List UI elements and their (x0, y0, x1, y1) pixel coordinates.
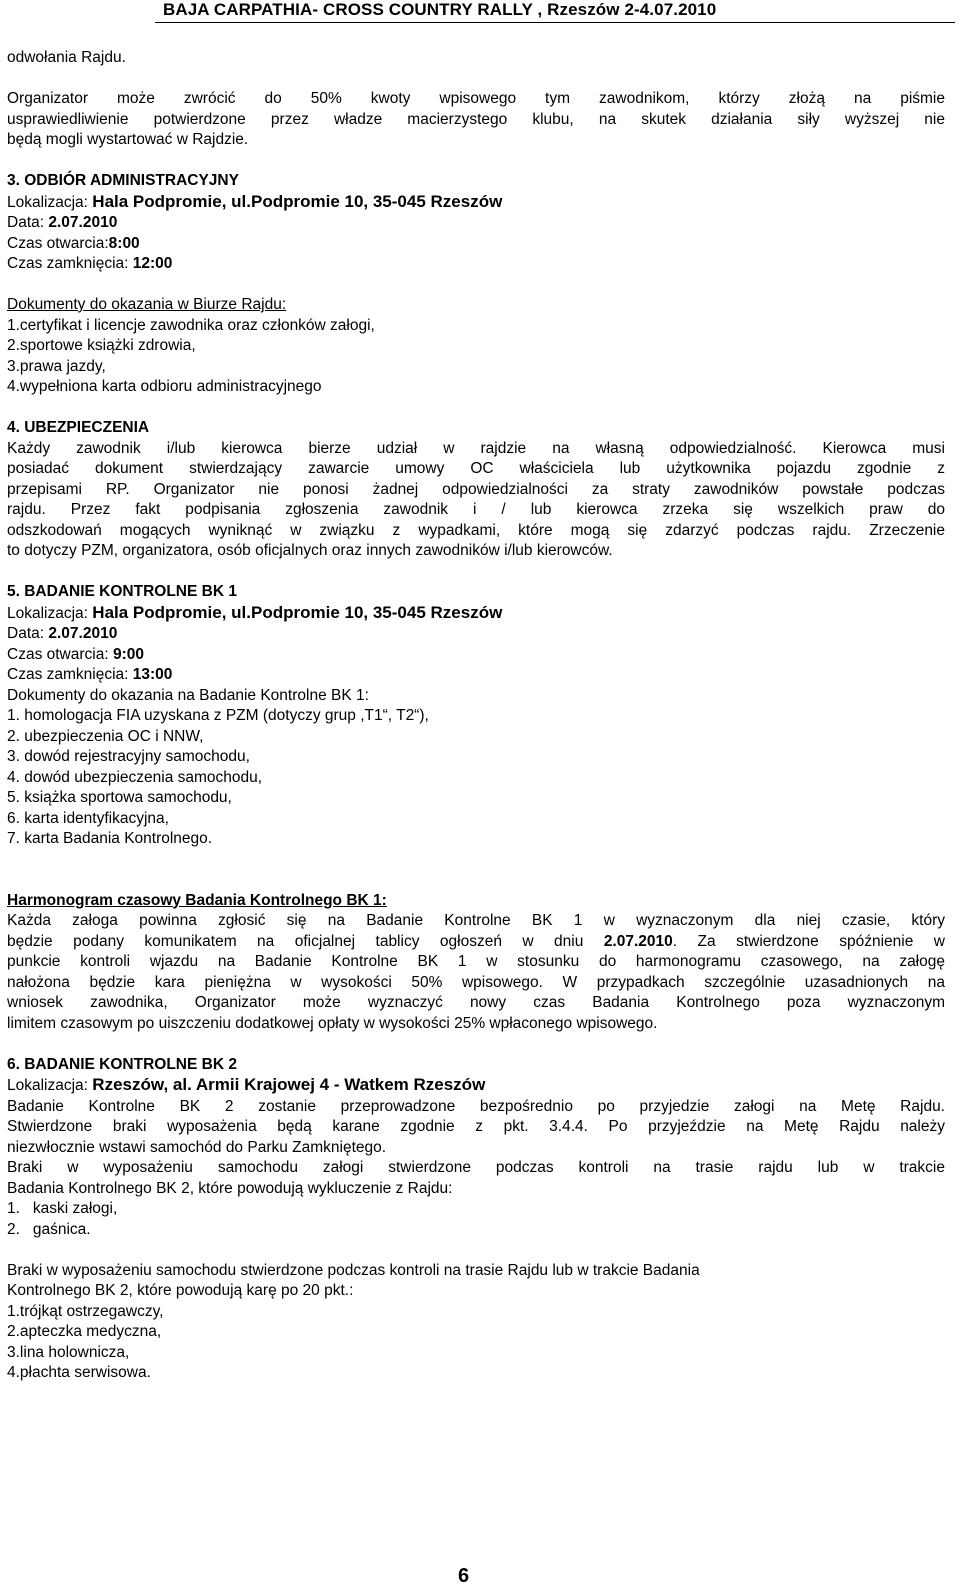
section-5-location: Lokalizacja: Hala Podpromie, ul.Podpromie 10, 35-045 Rzeszów (7, 602, 503, 622)
list-item: 6. karta identyfikacyjna, (7, 809, 169, 827)
list-item: 3.lina holownicza, (7, 1343, 130, 1361)
list-item: 1. kaski załogi, (7, 1200, 118, 1217)
harmonogram-line: będzie podany komunikatem na oficjalnej tablicy ogłoszeń w dniu 2.07.2010. Za stwierdzone spóźnienie w (7, 932, 945, 950)
section-3-close-time: Czas zamknięcia: 12:00 (7, 255, 173, 272)
list-item: 2. ubezpieczenia OC i NNW, (7, 727, 204, 745)
harmonogram-line: Każda załoga powinna zgłosić się na Badanie Kontrolne BK 1 w wyznaczonym dla niej czasie, który (7, 912, 945, 929)
intro-paragraph-line: Organizator może zwrócić do 50% kwoty wpisowego tym zawodnikom, którzy złożą na piśmie (7, 90, 945, 107)
section-4-line: Każdy zawodnik i/lub kierowca bierze udział w rajdzie na własną odpowiedzialność. Kierowca musi (7, 439, 945, 457)
list-item: 1.certyfikat i licencje zawodnika oraz członków załogi, (7, 316, 375, 334)
intro-line: odwołania Rajdu. (7, 49, 126, 66)
section-6-line: niezwłocznie wstawi samochód do Parku Zamkniętego. (7, 1138, 387, 1156)
harmonogram-line: limitem czasowym po uiszczeniu dodatkowej opłaty w wysokości 25% wpłaconego wpisowego. (7, 1014, 658, 1032)
section-3-date: Data: 2.07.2010 (7, 214, 118, 231)
harmonogram-line: punkcie kontroli wjazdu na Badanie Kontrolne BK 1 w stosunku do harmonogramu czasowego, na załogę (7, 953, 945, 970)
list-item: 2.apteczka medyczna, (7, 1323, 162, 1340)
section-4-line: odszkodowań mogących wyniknąć w związku z wypadkami, które mogą się zdarzyć podczas rajdu. Zrzeczenie (7, 521, 945, 539)
section-3-open-time: Czas otwarcia:8:00 (7, 234, 140, 252)
list-item: 1.trójkąt ostrzegawczy, (7, 1302, 164, 1320)
section-4-line: przepisami RP. Organizator nie ponosi żadnej odpowiedzialności za straty zawodników powstałe podczas (7, 480, 945, 498)
harmonogram-line: nałożona będzie kara pieniężna w wysokości 50% wpisowego. W przypadkach szczególnie uzasadnionych na (7, 973, 945, 991)
page-header-title: BAJA CARPATHIA- CROSS COUNTRY RALLY , Rzeszów 2-4.07.2010 (163, 0, 717, 19)
section-4-line: to dotyczy PZM, organizatora, osób oficjalnych oraz innych zawodników i/lub kierowców. (7, 542, 613, 559)
harmonogram-line: wniosek zawodnika, Organizator może wyznaczyć nowy czas Badania Kontrolnego poza wyznaczonym (7, 994, 945, 1011)
section-6-line: Stwierdzone braki wyposażenia będą karane zgodnie z pkt. 3.4.4. Po przyjeździe na Metę Rajdu należy (7, 1118, 945, 1135)
section-3-docs-heading: Dokumenty do okazania w Biurze Rajdu: (7, 296, 287, 313)
list-item: 4.wypełniona karta odbioru administracyjnego (7, 378, 322, 395)
section-6-line: Braki w wyposażeniu samochodu załogi stwierdzone podczas kontroli na trasie rajdu lub w trakcie (7, 1159, 945, 1176)
section-5-heading: 5. BADANIE KONTROLNE BK 1 (7, 583, 237, 600)
document-body (7, 48, 945, 1384)
harmonogram-heading: Harmonogram czasowy Badania Kontrolnego BK 1: (7, 891, 387, 909)
section-6-line: Braki w wyposażeniu samochodu stwierdzone podczas kontroli na trasie Rajdu lub w trakcie Badania (7, 1261, 700, 1279)
section-6-line: Badanie Kontrolne BK 2 zostanie przeprowadzone bezpośrednio po przyjedzie załogi na Metę Rajdu. (7, 1097, 945, 1115)
section-6-heading: 6. BADANIE KONTROLNE BK 2 (7, 1055, 237, 1073)
list-item: 2. gaśnica. (7, 1220, 91, 1238)
list-item: 2.sportowe książki zdrowia, (7, 337, 196, 354)
list-item: 7. karta Badania Kontrolnego. (7, 830, 213, 847)
list-item: 3.prawa jazdy, (7, 357, 106, 375)
section-3-heading: 3. ODBIÓR ADMINISTRACYJNY (7, 172, 239, 189)
section-5-close-time: Czas zamknięcia: 13:00 (7, 666, 173, 683)
section-3-location: Lokalizacja: Hala Podpromie, ul.Podpromie 10, 35-045 Rzeszów (7, 191, 503, 211)
list-item: 3. dowód rejestracyjny samochodu, (7, 748, 250, 765)
intro-paragraph-line: będą mogli wystartować w Rajdzie. (7, 131, 249, 148)
page-number: 6 (458, 1565, 470, 1587)
list-item: 4. dowód ubezpieczenia samochodu, (7, 768, 263, 786)
section-4-heading: 4. UBEZPIECZENIA (7, 419, 150, 436)
list-item: 5. książka sportowa samochodu, (7, 789, 232, 806)
section-5-docs-heading: Dokumenty do okazania na Badanie Kontrolne BK 1: (7, 686, 369, 704)
intro-paragraph-line: usprawiedliwienie potwierdzone przez władze macierzystego klubu, na skutek działania siły wyższej nie (7, 110, 945, 128)
section-4-line: rajdu. Przez fakt podpisania zgłoszenia zawodnik i / lub kierowca zrzeka się wszelkich praw do (7, 501, 945, 518)
section-6-line: Kontrolnego BK 2, które powodują karę po 20 pkt.: (7, 1282, 354, 1299)
section-5-date: Data: 2.07.2010 (7, 625, 118, 642)
list-item: 1. homologacja FIA uzyskana z PZM (dotyczy grup ,T1“, T2“), (7, 707, 429, 724)
section-6-location: Lokalizacja: Rzeszów, al. Armii Krajowej 4 - Watkem Rzeszów (7, 1075, 486, 1094)
list-item: 4.płachta serwisowa. (7, 1364, 151, 1381)
section-6-line: Badania Kontrolnego BK 2, które powodują wykluczenie z Rajdu: (7, 1179, 453, 1197)
section-4-line: posiadać dokument stwierdzający zawarcie umowy OC właściciela lub użytkownika pojazdu zgodnie z (7, 460, 945, 477)
section-5-open-time: Czas otwarcia: 9:00 (7, 645, 144, 663)
